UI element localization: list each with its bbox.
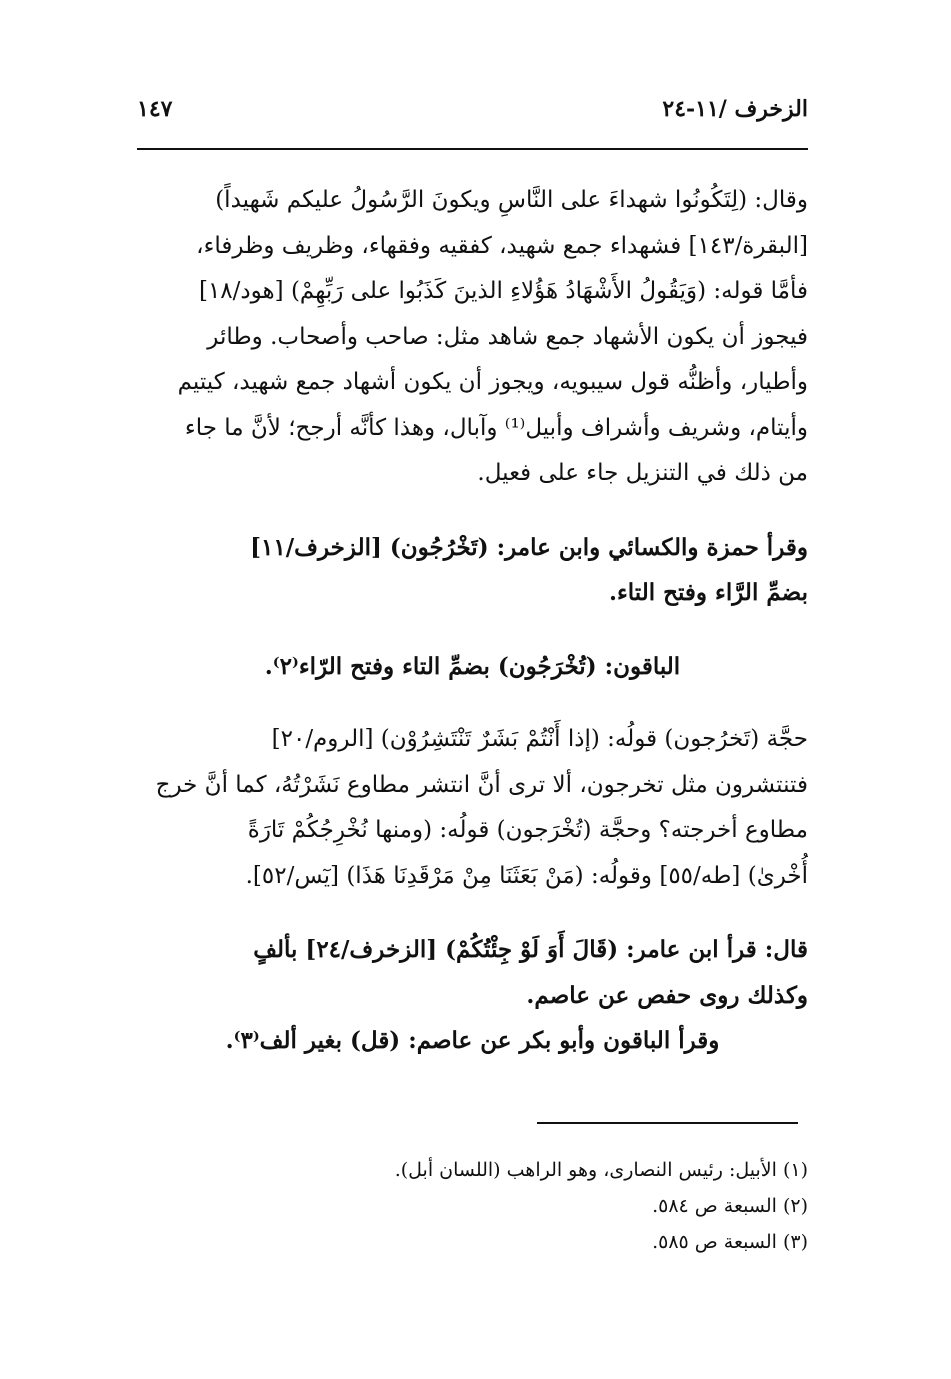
text-line: وقرأ حمزة والكسائي وابن عامر: (تَخْرُجُون) [الزخرف/١١] [250, 533, 808, 561]
footnotes [137, 1152, 808, 1260]
header-rule [137, 148, 808, 150]
text-line: الباقون: (تُخْرَجُون) بضمِّ التاء وفتح الرّاء⁽٢⁾. [264, 652, 681, 680]
text-line: فتنتشرون مثل تخرجون، ألا ترى أنَّ انتشر مطاوع نَشَرْتُهُ، كما أنَّ خرج [155, 771, 808, 798]
paragraph-2 [137, 525, 808, 616]
footnote-2: (٢) السبعة ص ٥٨٤. [652, 1195, 808, 1217]
main-text [137, 178, 808, 1064]
text-line: قال: قرأ ابن عامر: (قَالَ أَوَ لَوْ جِئْتُكُمْ) [الزخرف/٢٤] بألفٍ [253, 936, 808, 963]
text-line: وقرأ الباقون وأبو بكر عن عاصم: (قل) بغير ألف⁽٣⁾. [225, 1027, 720, 1054]
footnote-1: (١) الأبيل: رئيس النصارى، وهو الراهب (اللسان أبل). [394, 1159, 808, 1181]
footnote-rule [537, 1122, 798, 1124]
text-line: وأطيار، وأظنُّه قول سيبويه، ويجوز أن يكون أشهاد جمع شهيد، كيتيم [177, 369, 808, 395]
text-line: بضمِّ الرَّاء وفتح التاء. [608, 579, 808, 606]
text-line: وكذلك روى حفص عن عاصم. [526, 981, 808, 1009]
footnote-3: (٣) السبعة ص ٥٨٥. [652, 1231, 808, 1253]
text-line: فيجوز أن يكون الأشهاد جمع شاهد مثل: صاحب وأصحاب. وطائر [207, 323, 808, 350]
paragraph-1 [137, 178, 808, 497]
paragraph-4 [137, 717, 808, 899]
paragraph-6 [137, 1018, 808, 1064]
page-number: ١٤٧ [137, 96, 173, 122]
paragraph-3 [137, 644, 808, 690]
text-line: حجَّة (تَخرُجون) قولُه: (إذا أَنْتُمْ بَشَرٌ تَنْتَشِرُوْن) [الروم/٢٠] [271, 726, 808, 752]
paragraph-5 [137, 927, 808, 1018]
text-line: [البقرة/١٤٣] فشهداء جمع شهيد، كفقيه وفقهاء، وظريف وظرفاء، [196, 232, 808, 259]
text-line: من ذلك في التنزيل جاء على فعيل. [477, 460, 808, 486]
text-line: مطاوع أخرجته؟ وحجَّة (تُخْرَجون) قولُه: (ومنها نُخْرِجُكُمْ تَارَةً [247, 817, 808, 843]
text-line: وقال: (لِتَكُونُوا شهداءَ على النَّاسِ ويكونَ الرَّسُولُ عليكم شَهيداً) [215, 187, 808, 213]
text-line: وأيتام، وشريف وأشراف وأبيل⁽¹⁾ وآبال، وهذا كأنَّه أرجح؛ لأنَّ ما جاء [184, 414, 808, 441]
text-line: فأمَّا قوله: (وَيَقُولُ الأَشْهَادُ هَؤُلاءِ الذينَ كَذَبُوا على رَبِّهِمْ) [هود/١٨] [198, 278, 808, 304]
text-line: أُخْرىٰ) [طه/٥٥] وقولُه: (مَنْ بَعَثَنَا مِنْ مَرْقَدِنَا هَذَا) [يٓس/٥٢]. [245, 862, 808, 889]
running-title: الزخرف /١١-٢٤ [662, 96, 808, 122]
page-header [137, 96, 808, 146]
